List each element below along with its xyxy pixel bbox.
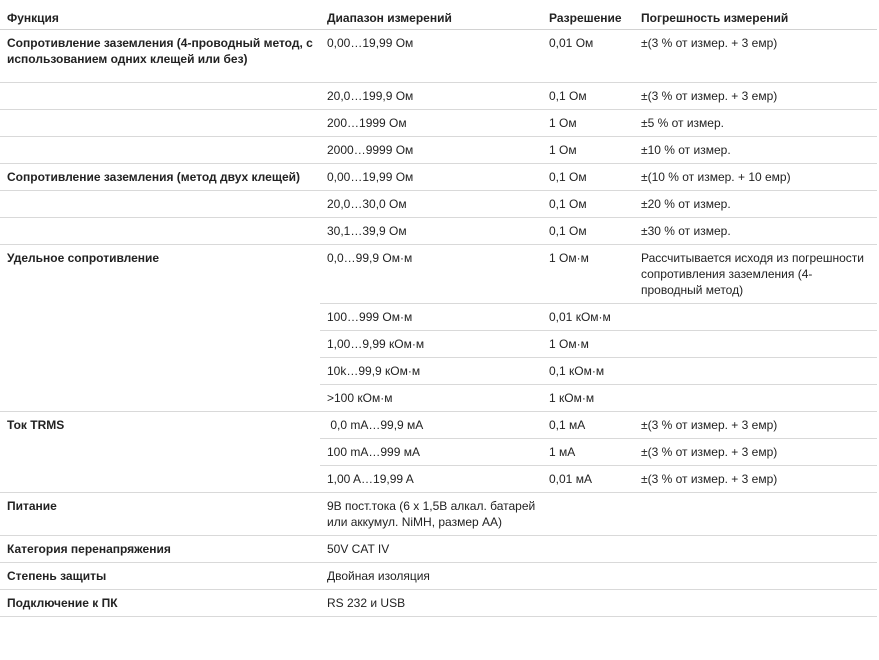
error-cell: ±(3 % от измер. + 3 емр) [634, 412, 877, 439]
table-row [0, 83, 877, 110]
function-cell: Категория перенапряжения [0, 536, 320, 563]
header-row [0, 0, 877, 30]
table-row [0, 439, 877, 466]
table-row [0, 466, 877, 493]
resolution-cell: 0,1 Ом [542, 164, 634, 191]
range-cell: 1,00…9,99 кОм·м [320, 331, 542, 358]
range-cell: 1,00 A…19,99 A [320, 466, 542, 493]
error-cell: ±(3 % от измер. + 3 емр) [634, 83, 877, 110]
error-cell: ±5 % от измер. [634, 110, 877, 137]
error-cell: ±30 % от измер. [634, 218, 877, 245]
range-cell: 0,0…99,9 Ом·м [320, 245, 542, 304]
function-cell: Подключение к ПК [0, 590, 320, 617]
resolution-cell: 0,1 Ом [542, 191, 634, 218]
resolution-cell: 0,01 кОм·м [542, 304, 634, 331]
resolution-cell: 0,1 Ом [542, 218, 634, 245]
table-row [0, 590, 877, 617]
range-cell: 0,0 mA…99,9 мА [320, 412, 542, 439]
function-cell: Сопротивление заземления (4-проводный метод, с использованием одних клещей или без) [0, 30, 320, 83]
table-row [0, 412, 877, 439]
table-row [0, 137, 877, 164]
error-cell: ±(3 % от измер. + 3 емр) [634, 30, 877, 83]
error-cell: ±10 % от измер. [634, 137, 877, 164]
table-row [0, 164, 877, 191]
table-row [0, 30, 877, 83]
resolution-cell: 1 кОм·м [542, 385, 634, 412]
resolution-cell: 0,1 Ом [542, 83, 634, 110]
range-cell: 20,0…30,0 Ом [320, 191, 542, 218]
error-cell: ±20 % от измер. [634, 191, 877, 218]
table-row [0, 304, 877, 331]
table-row [0, 358, 877, 385]
function-cell-empty [0, 385, 320, 412]
error-cell: Рассчитывается исходя из погрешности сопротивления заземления (4-проводный метод) [634, 245, 877, 304]
error-cell-empty [634, 493, 877, 536]
error-cell [634, 385, 877, 412]
resolution-cell: 1 Ом [542, 137, 634, 164]
table-row [0, 110, 877, 137]
table-row [0, 385, 877, 412]
header-resolution: Разрешение [542, 0, 634, 30]
error-cell: ±(10 % от измер. + 10 емр) [634, 164, 877, 191]
function-cell-empty [0, 218, 320, 245]
error-cell: ±(3 % от измер. + 3 емр) [634, 466, 877, 493]
function-cell-empty [0, 137, 320, 164]
table-row [0, 536, 877, 563]
error-cell [634, 331, 877, 358]
resolution-cell: 1 мА [542, 439, 634, 466]
value-cell: RS 232 и USB [320, 590, 542, 617]
function-cell: Удельное сопротивление [7, 251, 160, 265]
resolution-cell: 1 Ом [542, 110, 634, 137]
error-cell-empty [634, 536, 877, 563]
error-cell-empty [634, 590, 877, 617]
function-cell: Питание [0, 493, 320, 536]
resolution-cell: 0,1 кОм·м [542, 358, 634, 385]
function-cell-empty [0, 304, 320, 331]
table-row [0, 331, 877, 358]
range-cell: 30,1…39,9 Ом [320, 218, 542, 245]
range-cell: 200…1999 Ом [320, 110, 542, 137]
table-row [0, 563, 877, 590]
function-cell-empty [0, 83, 320, 110]
function-cell-empty [0, 191, 320, 218]
value-cell: 50V CAT IV [320, 536, 542, 563]
range-cell: 100 mA…999 мА [320, 439, 542, 466]
header-range: Диапазон измерений [320, 0, 542, 30]
range-cell: 0,00…19,99 Ом [320, 164, 542, 191]
resolution-cell: 1 Ом·м [542, 331, 634, 358]
function-cell-empty [0, 439, 320, 466]
function-cell-empty [0, 110, 320, 137]
resolution-cell-empty [542, 590, 634, 617]
resolution-cell-empty [542, 536, 634, 563]
table-row [0, 191, 877, 218]
resolution-cell: 0,01 мА [542, 466, 634, 493]
value-cell: 9В пост.тока (6 x 1,5В алкал. батарей или аккумул. NiMH, размер AA) [320, 493, 542, 536]
resolution-cell-empty [542, 493, 634, 536]
resolution-cell: 0,01 Ом [542, 30, 634, 83]
table-row [0, 245, 877, 304]
resolution-cell: 0,1 мА [542, 412, 634, 439]
resolution-cell: 1 Ом·м [542, 245, 634, 304]
function-cell: Сопротивление заземления (метод двух клещей) [0, 164, 320, 191]
error-cell [634, 358, 877, 385]
resolution-cell-empty [542, 563, 634, 590]
function-cell-empty [0, 466, 320, 493]
function-cell: Ток TRMS [7, 418, 65, 432]
error-cell [634, 304, 877, 331]
header-error: Погрешность измерений [634, 0, 877, 30]
header-function: Функция [0, 0, 320, 30]
table-row [0, 218, 877, 245]
error-cell: ±(3 % от измер. + 3 емр) [634, 439, 877, 466]
range-cell: 0,00…19,99 Ом [320, 30, 542, 83]
range-cell: 10k…99,9 кОм·м [320, 358, 542, 385]
range-cell: 20,0…199,9 Ом [320, 83, 542, 110]
function-cell-empty [0, 358, 320, 385]
table-row [0, 493, 877, 536]
function-cell: Степень защиты [0, 563, 320, 590]
range-cell: >100 кОм·м [320, 385, 542, 412]
range-cell: 2000…9999 Ом [320, 137, 542, 164]
function-cell-empty [0, 331, 320, 358]
error-cell-empty [634, 563, 877, 590]
range-cell: 100…999 Ом·м [320, 304, 542, 331]
value-cell: Двойная изоляция [320, 563, 542, 590]
